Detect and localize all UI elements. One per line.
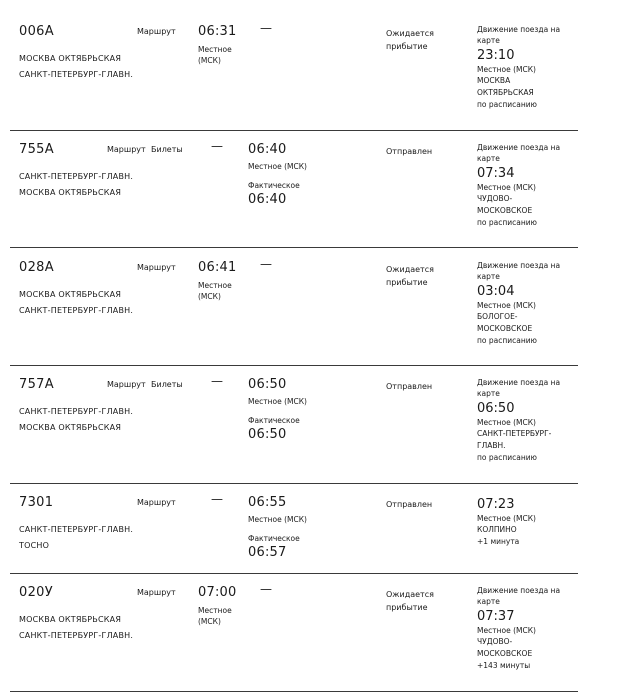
station-to: САНКТ-ПЕТЕРБУРГ-ГЛАВН. [19, 306, 134, 315]
map-time: 07:23 [477, 497, 515, 512]
departure-dash: — [260, 21, 272, 35]
actual-time: 06:50 [248, 427, 287, 442]
map-link[interactable] [477, 260, 577, 347]
map-title: Движение поезда на карте [477, 25, 561, 45]
map-timezone: Местное (МСК) [477, 183, 536, 192]
departure-time: 06:55 [248, 495, 287, 510]
station-from: САНКТ-ПЕТЕРБУРГ-ГЛАВН. [19, 172, 134, 181]
station-to: САНКТ-ПЕТЕРБУРГ-ГЛАВН. [19, 70, 134, 79]
tickets-link[interactable]: Билеты [151, 380, 183, 389]
departure-timezone: Местное (МСК) [248, 162, 307, 171]
station-to: МОСКВА ОКТЯБРЬСКАЯ [19, 188, 122, 197]
map-timezone: Местное (МСК) [477, 514, 536, 523]
map-link[interactable] [477, 585, 577, 672]
map-title: Движение поезда на карте [477, 143, 561, 163]
arrival-timezone: Местное (МСК) [198, 281, 232, 301]
map-timezone: Местное (МСК) [477, 418, 536, 427]
map-time: 23:10 [477, 48, 515, 63]
status-text: Ожидается прибытие [386, 29, 434, 51]
arrival-timezone: Местное (МСК) [198, 606, 232, 626]
map-timezone: Местное (МСК) [477, 65, 536, 74]
arrival-time: 06:31 [198, 24, 237, 39]
train-row [0, 16, 627, 130]
station-from: МОСКВА ОКТЯБРЬСКАЯ [19, 54, 122, 63]
train-row [0, 369, 627, 483]
route-link[interactable]: Маршрут [137, 263, 176, 272]
map-location: БОЛОГОЕ- МОСКОВСКОЕ по расписанию [477, 312, 537, 345]
train-number: 757А [19, 377, 54, 392]
map-link[interactable] [477, 377, 577, 464]
map-title: Движение поезда на карте [477, 261, 561, 281]
train-row [0, 134, 627, 248]
route-link[interactable]: Маршрут [107, 145, 146, 154]
map-title: Движение поезда на карте [477, 586, 561, 606]
train-row [0, 487, 627, 573]
actual-time: 06:40 [248, 192, 287, 207]
departure-dash: — [260, 582, 272, 596]
train-number: 755А [19, 142, 54, 157]
status-text: Отправлен [386, 500, 433, 509]
status-text: Ожидается прибытие [386, 590, 434, 612]
arrival-dash: — [211, 374, 223, 388]
station-to: САНКТ-ПЕТЕРБУРГ-ГЛАВН. [19, 631, 134, 640]
status-text: Ожидается прибытие [386, 265, 434, 287]
map-timezone: Местное (МСК) [477, 626, 536, 635]
route-link[interactable]: Маршрут [137, 498, 176, 507]
station-to: ТОСНО [19, 541, 50, 550]
tickets-link[interactable]: Билеты [151, 145, 183, 154]
map-location: КОЛПИНО +1 минута [477, 525, 520, 546]
departure-dash: — [260, 257, 272, 271]
row-divider [10, 691, 578, 692]
route-link[interactable]: Маршрут [107, 380, 146, 389]
station-from: САНКТ-ПЕТЕРБУРГ-ГЛАВН. [19, 407, 134, 416]
map-link[interactable] [477, 142, 577, 229]
station-from: МОСКВА ОКТЯБРЬСКАЯ [19, 290, 122, 299]
row-divider [10, 130, 578, 131]
status-text: Отправлен [386, 147, 433, 156]
map-link[interactable] [477, 495, 577, 548]
map-title: Движение поезда на карте [477, 378, 561, 398]
map-location: ЧУДОВО- МОСКОВСКОЕ по расписанию [477, 194, 537, 227]
status-text: Отправлен [386, 382, 433, 391]
arrival-timezone: Местное (МСК) [198, 45, 232, 65]
map-time: 07:37 [477, 609, 515, 624]
arrival-dash: — [211, 139, 223, 153]
row-divider [10, 483, 578, 484]
train-number: 006А [19, 24, 54, 39]
departure-time: 06:40 [248, 142, 287, 157]
arrival-time: 06:41 [198, 260, 237, 275]
row-divider [10, 365, 578, 366]
train-number: 020У [19, 585, 53, 600]
map-location: САНКТ-ПЕТЕРБУРГ- ГЛАВН. по расписанию [477, 429, 552, 462]
map-link[interactable] [477, 24, 577, 111]
row-divider [10, 573, 578, 574]
train-row [0, 252, 627, 366]
row-divider [10, 247, 578, 248]
station-to: МОСКВА ОКТЯБРЬСКАЯ [19, 423, 122, 432]
station-from: САНКТ-ПЕТЕРБУРГ-ГЛАВН. [19, 525, 134, 534]
route-link[interactable]: Маршрут [137, 588, 176, 597]
map-time: 03:04 [477, 284, 515, 299]
train-number: 7301 [19, 495, 54, 510]
actual-label: Фактическое [248, 181, 300, 190]
route-link[interactable]: Маршрут [137, 27, 176, 36]
map-time: 07:34 [477, 166, 515, 181]
departure-timezone: Местное (МСК) [248, 397, 307, 406]
train-row [0, 577, 627, 691]
station-from: МОСКВА ОКТЯБРЬСКАЯ [19, 615, 122, 624]
map-location: МОСКВА ОКТЯБРЬСКАЯ по расписанию [477, 76, 537, 109]
departure-timezone: Местное (МСК) [248, 515, 307, 524]
arrival-time: 07:00 [198, 585, 237, 600]
train-number: 028А [19, 260, 54, 275]
departure-time: 06:50 [248, 377, 287, 392]
map-time: 06:50 [477, 401, 515, 416]
actual-label: Фактическое [248, 534, 300, 543]
map-location: ЧУДОВО- МОСКОВСКОЕ +143 минуты [477, 637, 533, 670]
actual-time: 06:57 [248, 545, 287, 560]
map-timezone: Местное (МСК) [477, 301, 536, 310]
arrival-dash: — [211, 492, 223, 506]
actual-label: Фактическое [248, 416, 300, 425]
